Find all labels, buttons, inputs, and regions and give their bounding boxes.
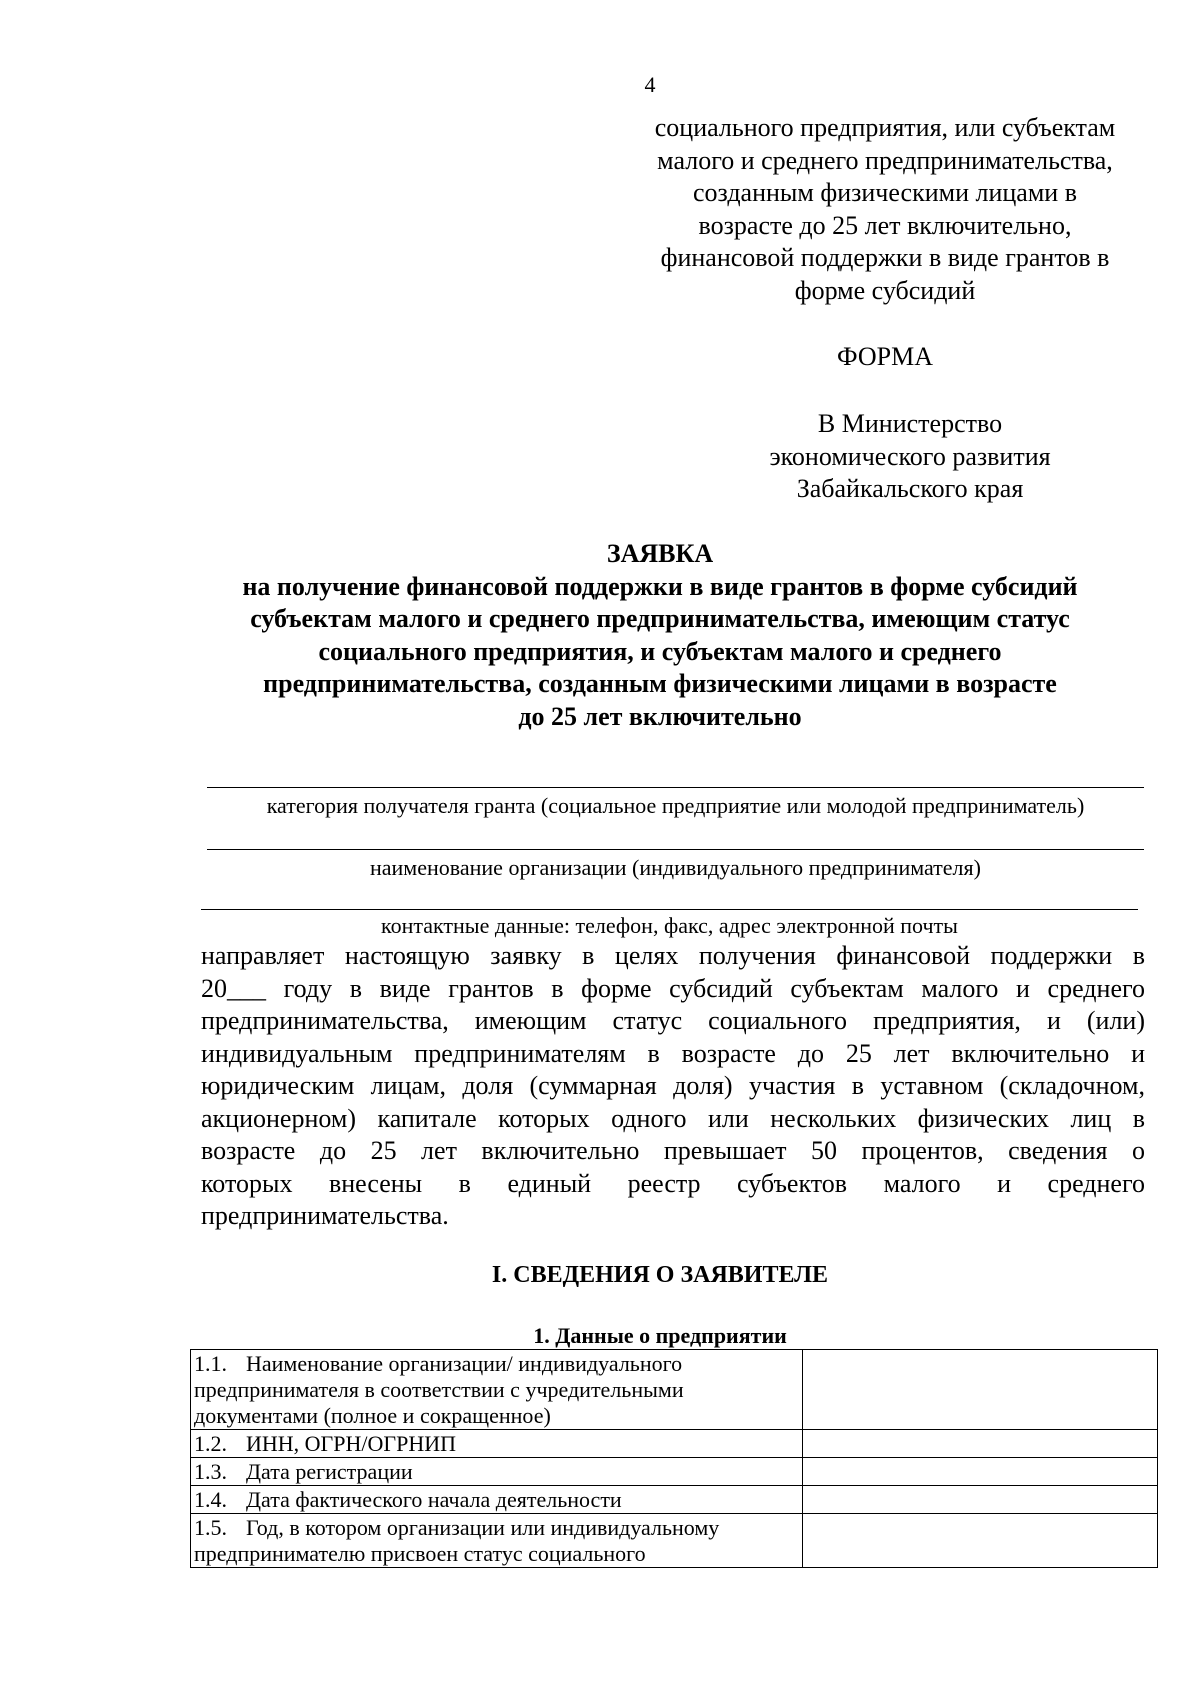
body-line: предпринимательства, имеющим статус социального предприятия, и (или) [201,1006,1145,1035]
body-line: которых внесены в единый реестр субъектов малого и среднего [201,1168,1145,1198]
body-line: 20___ году в виде грантов в форме субсидий субъектам малого и среднего [201,973,1145,1003]
hint-category: категория получателя гранта (социальное предприятие или молодой предприниматель) [266,793,1085,818]
appendix-caption-line: форме субсидий [794,275,976,305]
fill-line-contacts[interactable] [201,909,1138,910]
appendix-caption [630,112,1140,307]
table-row [191,1458,1158,1486]
addressee [720,408,1100,506]
row-label-line: документами (полное и сокращенное) [194,1403,551,1428]
row-number: 1.4. [194,1487,227,1512]
row-label-line: Дата фактического начала деятельности [246,1487,622,1512]
addressee-line: Забайкальского края [796,474,1024,503]
row-label-line: Наименование организации/ индивидуального [246,1351,683,1376]
row-label [191,1350,803,1430]
appendix-caption-line: малого и среднего предпринимательства, [657,145,1113,175]
appendix-caption-line: созданным физическими лицами в [692,178,1077,207]
table-title: 1. Данные о предприятии [533,1323,787,1348]
document-title [160,538,1160,733]
application-body [201,940,1145,1233]
table-row [191,1350,1158,1430]
title-heading: ЗАЯВКА [606,539,714,568]
title-line: на получение финансовой поддержки в виде грантов в форме субсидий [242,571,1078,601]
row-label [191,1486,803,1514]
title-line: социального предприятия, и субъектам малого и среднего [318,636,1002,666]
row-number: 1.3. [194,1459,227,1484]
section-title: I. СВЕДЕНИЯ О ЗАЯВИТЕЛЕ [491,1262,829,1288]
row-value-cell[interactable] [803,1514,1158,1568]
row-value-cell[interactable] [803,1430,1158,1458]
title-line: до 25 лет включительно [518,701,802,731]
body-line: возрасте до 25 лет включительно превышает 50 процентов, сведения о [201,1136,1145,1165]
appendix-caption-line: финансовой поддержки в виде грантов в [660,243,1110,272]
appendix-caption-line: возрасте до 25 лет включительно, [698,210,1072,240]
row-label-line: ИНН, ОГРН/ОГРНИП [246,1431,457,1456]
addressee-line: В Министерство [817,409,1003,438]
fill-line-category[interactable] [207,787,1144,788]
body-line: юридическим лицам, доля (суммарная доля) участия в уставном (складочном, [201,1071,1145,1100]
row-label [191,1514,803,1568]
body-line: индивидуальным предпринимателям в возрасте до 25 лет включительно и [201,1038,1145,1068]
enterprise-data-table [190,1349,1158,1568]
row-number: 1.1. [194,1351,227,1376]
row-label-line: Дата регистрации [246,1459,413,1484]
title-line: субъектам малого и среднего предпринимательства, имеющим статус [250,604,1070,633]
row-label-line: Год, в котором организации или индивидуальному [246,1515,720,1540]
row-label-line: предпринимателя в соответствии с учредительными [194,1377,684,1402]
row-number: 1.2. [194,1431,227,1456]
row-number: 1.5. [194,1515,227,1540]
row-value-cell[interactable] [803,1350,1158,1430]
body-line: акционерном) капитале которых одного или нескольких физических лиц в [201,1103,1145,1133]
addressee-line: экономического развития [769,441,1051,471]
page-number: 4 [644,72,656,97]
row-value-cell[interactable] [803,1458,1158,1486]
row-label-line: предпринимателю присвоен статус социального [194,1541,646,1566]
form-mark: ФОРМА [837,342,933,371]
body-line: направляет настоящую заявку в целях получения финансовой поддержки в [201,941,1145,970]
title-line: предпринимательства, созданным физическими лицами в возрасте [263,669,1057,698]
appendix-caption-line: социального предприятия, или субъектам [654,113,1116,142]
fill-line-organization[interactable] [207,849,1144,850]
hint-organization: наименование организации (индивидуального предпринимателя) [370,855,981,880]
table-row [191,1430,1158,1458]
row-label [191,1458,803,1486]
body-line: предпринимательства. [201,1201,449,1230]
hint-contacts: контактные данные: телефон, факс, адрес электронной почты [381,913,958,938]
row-label [191,1430,803,1458]
table-row [191,1486,1158,1514]
table-row [191,1514,1158,1568]
row-value-cell[interactable] [803,1486,1158,1514]
